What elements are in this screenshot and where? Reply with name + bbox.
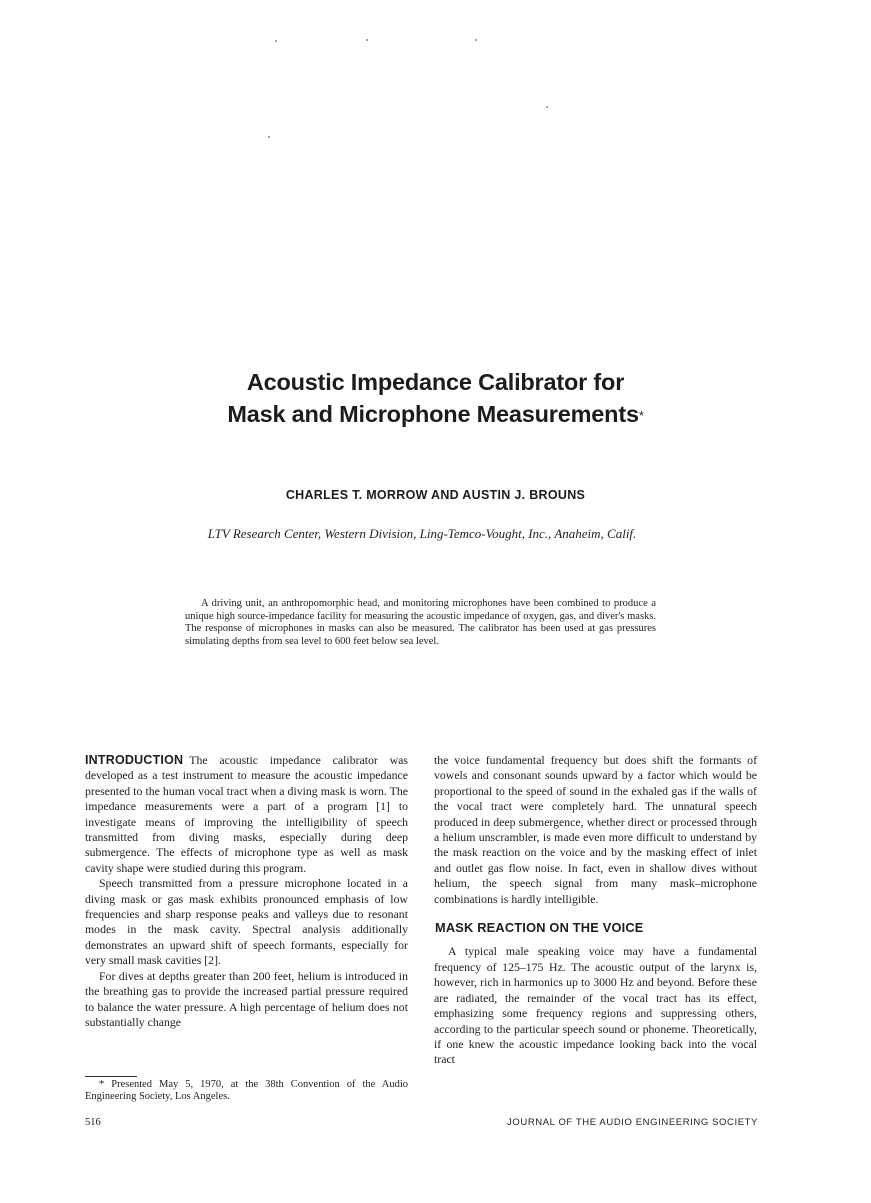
scan-speck (275, 40, 277, 42)
title-footnote-mark: * (638, 408, 644, 423)
authors: CHARLES T. MORROW AND AUSTIN J. BROUNS (285, 488, 586, 502)
continued-paragraph: the voice fundamental frequency but does shift the formants of vowels and consonant sounds upward by a factor which would be proportional to the speed of sound in the exhaled gas if the walls of the vocal tract were completely hard. The unnatural speech produced in deep submergence, whether direct or processed through a helium unscrambler, is made even more difficult to understand by the mask reaction on the voice and by the masking effect of inlet and outlet gas flow noise. In fact, even in shallow dives without helium, the speech signal from many mask–microphone combinations is hardly intelligible. (434, 753, 757, 906)
scan-speck (546, 106, 548, 108)
footnote: * Presented May 5, 1970, at the 38th Convention of the Audio Engineering Society, Los Angeles. (85, 1079, 408, 1103)
scan-speck (475, 39, 477, 41)
affiliation: LTV Research Center, Western Division, Ling-Temco-Vought, Inc., Anaheim, Calif. (207, 526, 637, 541)
article-title (0, 366, 871, 430)
body-paragraph: Speech transmitted from a pressure microphone located in a diving mask or gas mask exhibits pronounced emphasis of low frequencies and sharp response peaks and valleys due to resonant modes in the mask cavity. Spectral analysis additionally demonstrates an upward shift of speech formants, especially for very small mask cavities [2]. (85, 876, 408, 968)
title-line-2 (0, 398, 871, 430)
intro-text: The acoustic impedance calibrator was developed as a test instrument to measure the acoustic impedance presented to the human vocal tract when a diving mask is worn. The impedance measurements were a part of a program [1] to investigate means of improving the intelligibility of speech transmitted from diving masks, especially during deep submergence. The effects of microphone type as well as mask cavity shape were studied during this program. (85, 753, 408, 875)
abstract: A driving unit, an anthropomorphic head, and monitoring microphones have been combined to produce a unique high source-impedance facility for measuring the acoustic impedance of oxygen, gas, and diver's masks. The response of microphones in masks can also be measured. The calibrator has been used at gas pressures simulating depths from sea level to 600 feet below sea level. (185, 598, 656, 647)
title-line-1: Acoustic Impedance Calibrator for (246, 369, 625, 395)
scan-speck (366, 39, 368, 41)
body-paragraph: For dives at depths greater than 200 feet, helium is introduced in the breathing gas to provide the increased partial pressure required to balance the water pressure. A high percentage of helium does not substantially change (85, 968, 408, 1029)
body-paragraph: A typical male speaking voice may have a fundamental frequency of 125–175 Hz. The acoustic output of the larynx is, however, rich in harmonics up to 3000 Hz and beyond. Before these are radiated, the remainder of the vocal tract has its effect, emphasizing some frequency regions and suppressing others, according to the particular speech sound or phoneme. Theoretically, if one knew the acoustic impedance looking back into the vocal tract (434, 944, 757, 1067)
page-number: 516 (85, 1117, 101, 1128)
intro-paragraph (85, 753, 408, 876)
introduction-heading: INTRODUCTION (85, 753, 184, 767)
scan-speck (268, 136, 270, 138)
section-heading-mask-reaction: MASK REACTION ON THE VOICE (435, 920, 644, 936)
footnote-rule (85, 1076, 137, 1077)
left-column (85, 753, 408, 1030)
right-column (434, 753, 757, 1068)
journal-name: JOURNAL OF THE AUDIO ENGINEERING SOCIETY (507, 1117, 758, 1128)
title-line-2-text: Mask and Microphone Measurements (227, 401, 639, 427)
